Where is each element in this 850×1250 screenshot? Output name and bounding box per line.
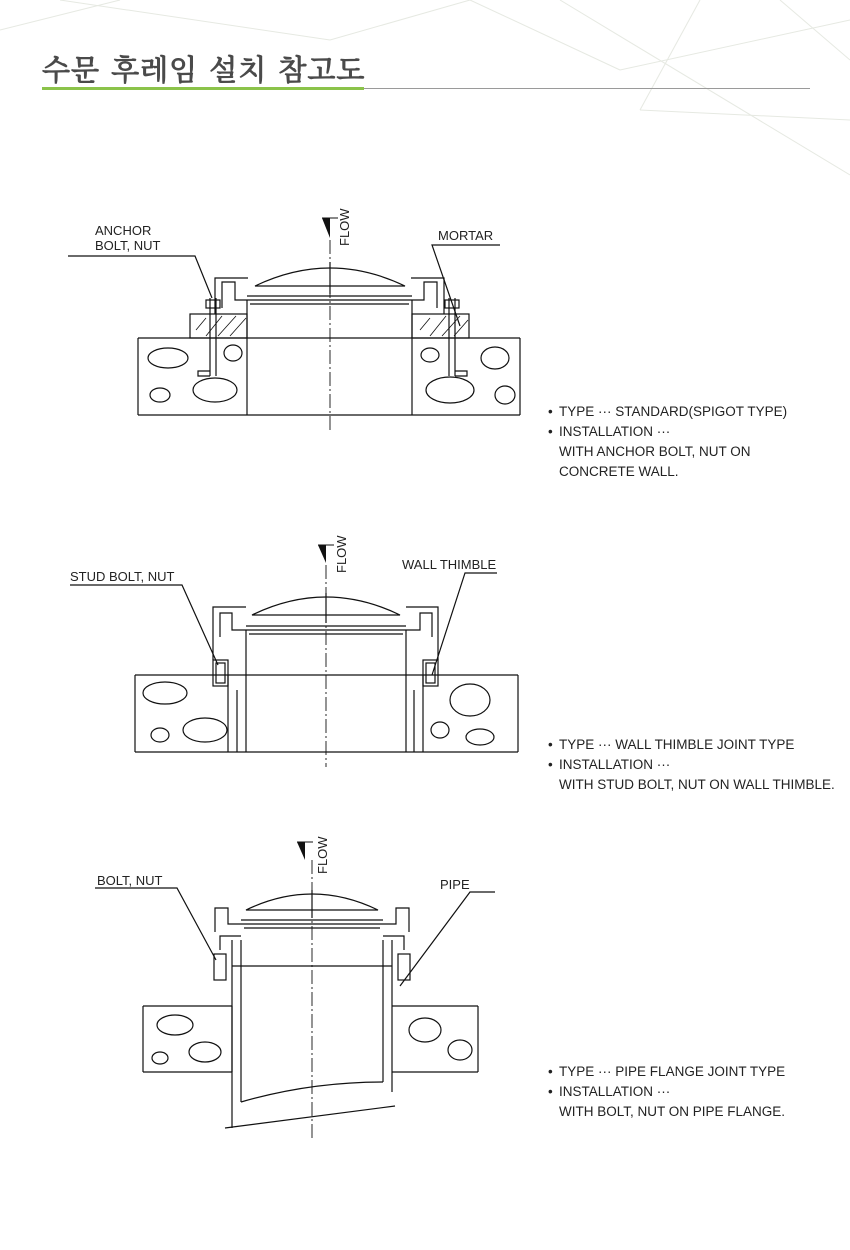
notes-pipe-flange: • TYPE ··· PIPE FLANGE JOINT TYPE • INSTALLATION ··· WITH BOLT, NUT ON PIPE FLANGE.: [548, 1064, 786, 1119]
type-value: PIPE FLANGE JOINT TYPE: [615, 1064, 786, 1079]
diagram-standard-spigot: [0, 190, 560, 450]
callout-mortar: MORTAR: [438, 228, 494, 243]
callout-stud-bolt: STUD BOLT, NUT: [70, 569, 175, 584]
callout-pipe: PIPE: [440, 877, 470, 892]
flow-label: FLOW: [334, 535, 349, 573]
flow-label: FLOW: [315, 836, 330, 874]
callout-anchor-bolt: ANCHOR: [95, 223, 152, 238]
diagram-pipe-flange: [0, 820, 560, 1140]
notes-wall-thimble: • TYPE ··· WALL THIMBLE JOINT TYPE • INSTALLATION ··· WITH STUD BOLT, NUT ON WALL THIMBLE.: [548, 737, 835, 792]
callout-anchor-bolt-nut: BOLT, NUT: [95, 238, 161, 253]
flow-label: FLOW: [337, 208, 352, 246]
notes-standard: • TYPE ··· STANDARD(SPIGOT TYPE) • INSTALLATION ··· WITH ANCHOR BOLT, NUT ON CONCRETE WALL.: [548, 404, 788, 479]
page-title: 수문 후레임 설치 참고도: [42, 53, 366, 87]
diagram-wall-thimble: [0, 515, 560, 775]
callout-wall-thimble: WALL THIMBLE: [402, 557, 497, 572]
type-value: STANDARD(SPIGOT TYPE): [615, 404, 788, 419]
type-value: WALL THIMBLE JOINT TYPE: [615, 737, 795, 752]
title-accent-underline: [42, 87, 364, 90]
callout-bolt-nut: BOLT, NUT: [97, 873, 163, 888]
